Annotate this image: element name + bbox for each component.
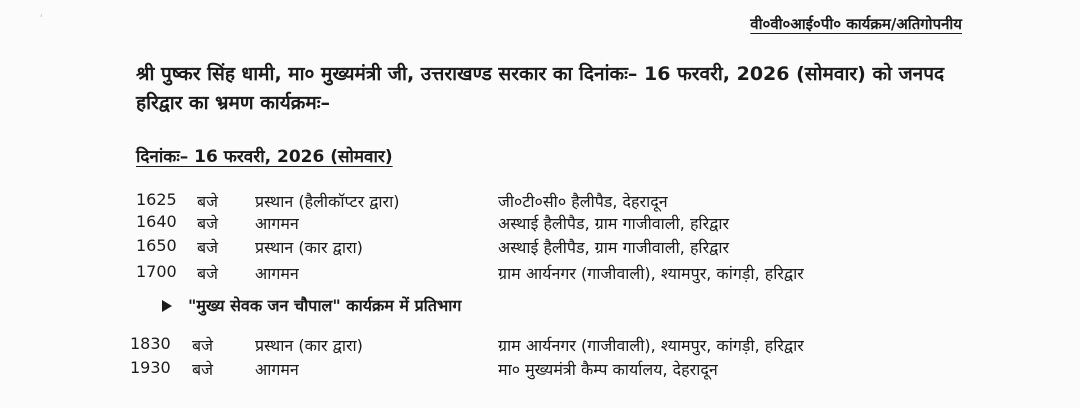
schedule-activity: प्रस्थान (कार द्वारा)	[255, 238, 363, 257]
schedule-unit: बजे	[197, 264, 219, 283]
schedule-place: ग्राम आर्यनगर (गाजीवाली), श्यामपुर, कांगड़ी, हरिद्वार	[498, 264, 804, 283]
arrow-bullet-icon	[162, 300, 172, 312]
intro-paragraph: श्री पुष्कर सिंह धामी, मा० मुख्यमंत्री जी, उत्तराखण्ड सरकार का दिनांकः– 16 फरवरी, 2026 (सोमवार) को जनपद हरिद्वार का भ्रमण कार्यक्रमः–	[136, 63, 945, 114]
program-note-text: "मुख्य सेवक जन चौपाल" कार्यक्रम में प्रतिभाग	[188, 296, 462, 315]
schedule-row	[0, 262, 1080, 284]
corner-mark: '	[40, 14, 43, 24]
date-heading: दिनांकः– 16 फरवरी, 2026 (सोमवार)	[136, 147, 393, 167]
schedule-unit: बजे	[197, 238, 219, 257]
schedule-activity: प्रस्थान (कार द्वारा)	[255, 336, 363, 355]
schedule-time: 1640	[136, 212, 177, 231]
schedule-time: 1930	[130, 358, 171, 377]
schedule-time: 1625	[136, 190, 177, 209]
schedule-activity: आगमन	[255, 360, 299, 379]
schedule-unit: बजे	[192, 336, 214, 355]
schedule-time: 1700	[136, 262, 177, 281]
schedule-unit: बजे	[197, 214, 219, 233]
schedule-row	[0, 236, 1080, 258]
schedule-time: 1830	[130, 334, 171, 353]
classification-header: वी०वी०आई०पी० कार्यक्रम/अतिगोपनीय	[750, 15, 962, 33]
schedule-activity: आगमन	[255, 264, 299, 283]
schedule-place: जी०टी०सी० हैलीपैड, देहरादून	[498, 192, 668, 211]
schedule-place: अस्थाई हैलीपैड, ग्राम गाजीवाली, हरिद्वार	[498, 238, 730, 257]
program-note	[162, 294, 461, 316]
schedule-unit: बजे	[192, 360, 214, 379]
schedule-row	[0, 190, 1080, 212]
schedule-activity: आगमन	[255, 214, 299, 233]
schedule-row	[0, 334, 1080, 356]
schedule-time: 1650	[136, 236, 177, 255]
schedule-activity: प्रस्थान (हैलीकॉप्टर द्वारा)	[255, 192, 400, 211]
schedule-row	[0, 358, 1080, 380]
schedule-unit: बजे	[197, 192, 219, 211]
schedule-row	[0, 212, 1080, 234]
schedule-place: अस्थाई हैलीपैड, ग्राम गाजीवाली, हरिद्वार	[498, 214, 730, 233]
schedule-place: मा० मुख्यमंत्री कैम्प कार्यालय, देहरादून	[498, 360, 718, 379]
schedule-place: ग्राम आर्यनगर (गाजीवाली), श्यामपुर, कांगड़ी, हरिद्वार	[498, 336, 804, 355]
